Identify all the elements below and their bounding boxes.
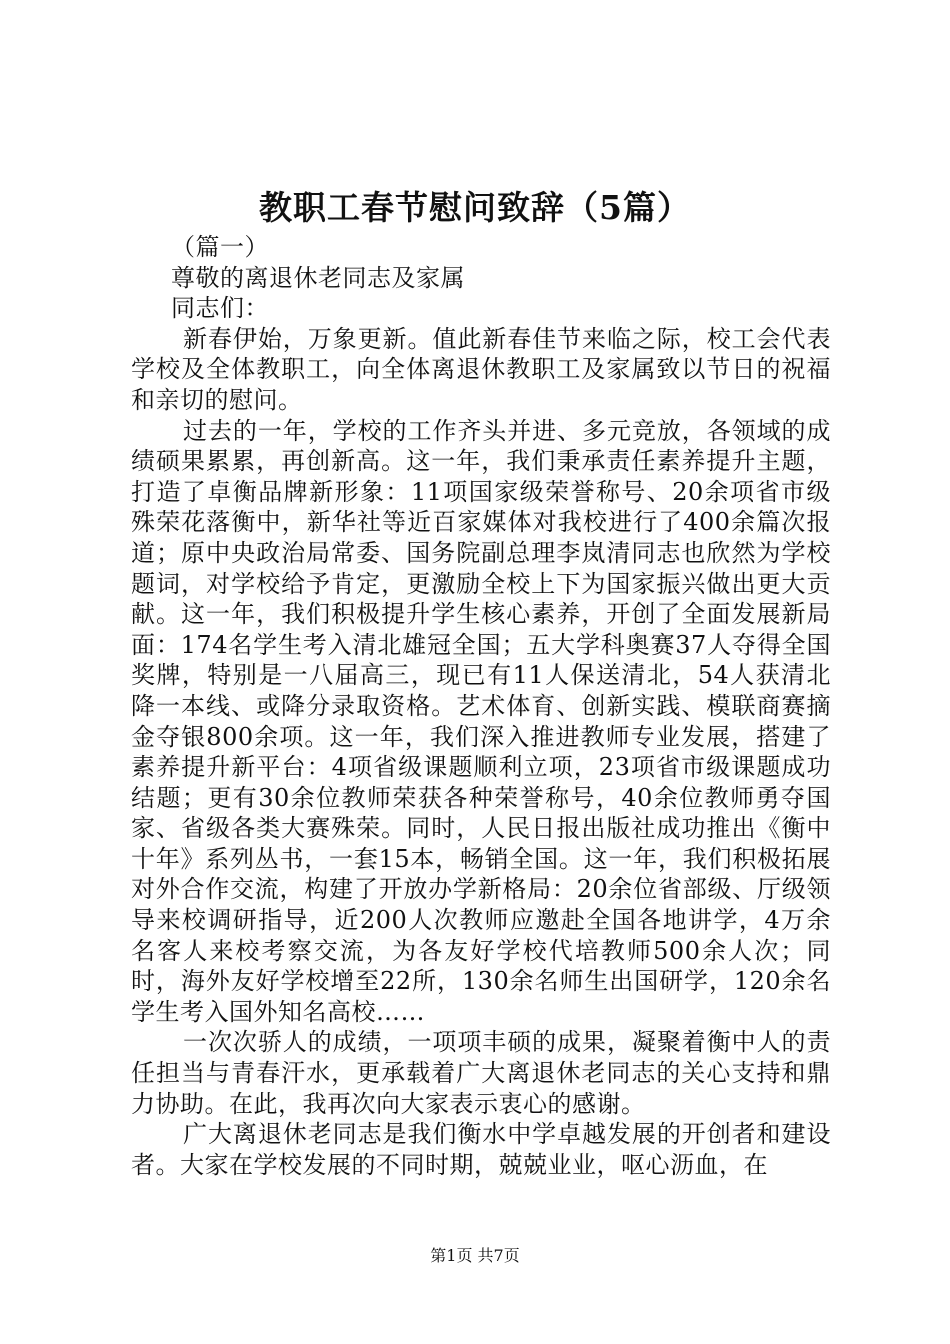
- section-label: （篇一）: [171, 233, 269, 261]
- document-body: [131, 232, 831, 1180]
- salutation-line-2: 同志们：: [171, 294, 269, 323]
- salutation-line-1: 尊敬的离退休老同志及家属: [171, 263, 465, 292]
- paragraph-4: 广大离退休老同志是我们衡水中学卓越发展的开创者和建设者。大家在学校发展的不同时期，兢兢业业，呕心沥血，在: [131, 1120, 831, 1179]
- paragraph-1: 新春伊始，万象更新。值此新春佳节来临之际，校工会代表学校及全体教职工，向全体离退休教职工及家属致以节日的祝福和亲切的慰问。: [131, 324, 831, 414]
- document-title: 教职工春节慰问致辞（5篇）: [259, 188, 691, 227]
- page-footer: 第1页 共7页: [430, 1246, 520, 1265]
- paragraph-2: 过去的一年，学校的工作齐头并进、多元竞放，各领域的成绩硕果累累，再创新高。这一年，我们秉承责任素养提升主题，打造了卓衡品牌新形象：11项国家级荣誉称号、20余项省市级殊荣花落衡中，新华社等近百家媒体对我校进行了400余篇次报道；原中央政治局常委、国务院副总理李岚清同志也欣然为学校题词，对学校给予肯定，更激励全校上下为国家振兴做出更大贡献。这一年，我们积极提升学生核心素养，开创了全面发展新局面：174名学生考入清北雄冠全国；五大学科奥赛37人夺得全国奖牌，特别是一八届高三，现已有11人保送清北，54人获清北降一本线、或降分录取资格。艺术体育、创新实践、模联商赛摘金夺银800余项。这一年，我们深入推进教师专业发展，搭建了素养提升新平台：4项省级课题顺利立项，23项省市级课题成功结题；更有30余位教师荣获各种荣誉称号，40余位教师勇夺国家、省级各类大赛殊荣。同时，人民日报出版社成功推出《衡中十年》系列丛书，一套15本，畅销全国。这一年，我们积极拓展对外合作交流，构建了开放办学新格局：20余位省部级、厅级领导来校调研指导，近200人次教师应邀赴全国各地讲学，4万余名客人来校考察交流，为各友好学校代培教师500余人次；同时，海外友好学校增至22所，130余名师生出国研学，120余名学生考入国外知名高校……: [131, 416, 831, 1026]
- paragraph-3: 一次次骄人的成绩，一项项丰硕的成果，凝聚着衡中人的责任担当与青春汗水，更承载着广大离退休老同志的关心支持和鼎力协助。在此，我再次向大家表示衷心的感谢。: [131, 1028, 831, 1118]
